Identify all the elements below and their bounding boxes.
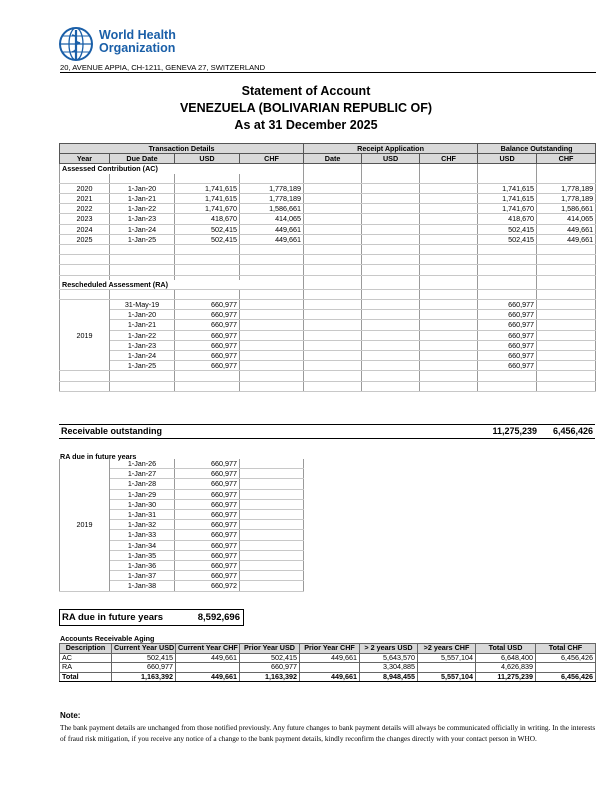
- col-header: Date: [304, 154, 362, 164]
- future-row: [60, 459, 304, 469]
- ac-balance-usd: 1,741,615: [478, 183, 537, 193]
- ra-due-date: 1-Jan-22: [110, 330, 175, 340]
- ac-row: [60, 224, 596, 234]
- ra-due-date: 1-Jan-23: [110, 340, 175, 350]
- aging-cell: [176, 663, 240, 673]
- ra-balance-usd: 660,977: [478, 340, 537, 350]
- ra-chf: [240, 330, 304, 340]
- receivable-outstanding-row: [59, 424, 595, 439]
- future-total-row: [59, 609, 244, 626]
- ac-usd: 1,741,670: [175, 204, 240, 214]
- future-due-date: 1-Jan-27: [110, 469, 175, 479]
- ac-balance-usd: 418,670: [478, 214, 537, 224]
- aging-total-cell: 6,456,426: [536, 672, 596, 682]
- ra-chf: [240, 361, 304, 371]
- col-header: CHF: [537, 154, 596, 164]
- ac-balance-chf: 449,661: [537, 234, 596, 244]
- ac-usd: 1,741,615: [175, 194, 240, 204]
- ac-row: [60, 194, 596, 204]
- ac-due-date: 1-Jan-23: [110, 214, 175, 224]
- aging-col-header: Description: [60, 644, 112, 654]
- aging-col-header: Current Year USD: [112, 644, 176, 654]
- aging-cell: 502,415: [112, 653, 176, 663]
- aging-row: [60, 663, 596, 673]
- ac-balance-chf: 1,778,189: [537, 183, 596, 193]
- future-usd: 660,977: [175, 520, 240, 530]
- statement-date: As at 31 December 2025: [234, 118, 378, 132]
- col-header: USD: [175, 154, 240, 164]
- future-due-date: 1-Jan-35: [110, 550, 175, 560]
- ac-due-date: 1-Jan-21: [110, 194, 175, 204]
- ra-row: [60, 361, 596, 371]
- note-label: Note:: [60, 711, 81, 720]
- ac-row: [60, 183, 596, 193]
- receipt-date: [304, 340, 362, 350]
- receipt-usd: [362, 224, 420, 234]
- receipt-usd: [362, 214, 420, 224]
- future-chf: [240, 520, 304, 530]
- ac-chf: 1,778,189: [240, 194, 304, 204]
- col-header: CHF: [420, 154, 478, 164]
- future-due-date: 1-Jan-31: [110, 510, 175, 520]
- ac-balance-chf: 1,778,189: [537, 194, 596, 204]
- future-due-date: 1-Jan-36: [110, 561, 175, 571]
- future-due-date: 1-Jan-34: [110, 540, 175, 550]
- future-year: 2019: [60, 459, 110, 591]
- ac-year: 2022: [60, 204, 110, 214]
- header-divider: [60, 72, 596, 73]
- aging-col-header: Current Year CHF: [176, 644, 240, 654]
- ra-chf: [240, 350, 304, 360]
- aging-total-cell: 1,163,392: [112, 672, 176, 682]
- col-header: Due Date: [110, 154, 175, 164]
- aging-col-header: Total USD: [476, 644, 536, 654]
- ra-balance-chf: [537, 350, 596, 360]
- aging-cell: 449,661: [176, 653, 240, 663]
- receipt-chf: [420, 340, 478, 350]
- future-usd: 660,977: [175, 479, 240, 489]
- future-chf: [240, 581, 304, 591]
- receipt-usd: [362, 340, 420, 350]
- ac-due-date: 1-Jan-24: [110, 224, 175, 234]
- future-due-date: 1-Jan-30: [110, 499, 175, 509]
- ac-row: [60, 214, 596, 224]
- aging-total-row: [60, 672, 596, 682]
- receipt-date: [304, 299, 362, 309]
- spacer-row: [60, 289, 596, 299]
- receipt-date: [304, 204, 362, 214]
- ac-chf: 449,661: [240, 224, 304, 234]
- future-chf: [240, 489, 304, 499]
- ra-row: [60, 340, 596, 350]
- ra-usd: 660,977: [175, 340, 240, 350]
- ra-due-date: 1-Jan-25: [110, 361, 175, 371]
- receipt-date: [304, 234, 362, 244]
- ra-balance-usd: 660,977: [478, 350, 537, 360]
- aging-cell: RA: [60, 663, 112, 673]
- receipt-date: [304, 183, 362, 193]
- aging-table: [59, 643, 596, 682]
- who-logo: [58, 26, 188, 62]
- ac-year: 2025: [60, 234, 110, 244]
- receipt-chf: [420, 350, 478, 360]
- receipt-date: [304, 310, 362, 320]
- aging-total-cell: 449,661: [176, 672, 240, 682]
- col-header: Year: [60, 154, 110, 164]
- future-chf: [240, 510, 304, 520]
- future-due-date: 1-Jan-28: [110, 479, 175, 489]
- ac-usd: 502,415: [175, 224, 240, 234]
- ra-due-date: 1-Jan-21: [110, 320, 175, 330]
- receipt-usd: [362, 299, 420, 309]
- org-name-line2: Organization: [99, 41, 176, 55]
- column-header-row: [60, 154, 596, 164]
- ra-usd: 660,977: [175, 361, 240, 371]
- receipt-chf: [420, 310, 478, 320]
- ra-balance-chf: [537, 361, 596, 371]
- receipt-chf: [420, 330, 478, 340]
- receipt-date: [304, 194, 362, 204]
- receipt-chf: [420, 204, 478, 214]
- statement-title: Statement of Account: [241, 84, 371, 98]
- aging-row: [60, 653, 596, 663]
- ra-usd: 660,977: [175, 330, 240, 340]
- receipt-chf: [420, 183, 478, 193]
- receipt-chf: [420, 320, 478, 330]
- statement-table: [59, 143, 596, 392]
- receipt-usd: [362, 204, 420, 214]
- spacer-row: [60, 174, 596, 184]
- spacer-row: [60, 265, 596, 275]
- ac-row: [60, 234, 596, 244]
- ra-balance-usd: 660,977: [478, 361, 537, 371]
- ac-usd: 418,670: [175, 214, 240, 224]
- ac-balance-chf: 449,661: [537, 224, 596, 234]
- ac-balance-usd: 1,741,670: [478, 204, 537, 214]
- future-chf: [240, 530, 304, 540]
- ac-due-date: 1-Jan-22: [110, 204, 175, 214]
- ra-row: [60, 320, 596, 330]
- group-header-balance: Balance Outstanding: [478, 144, 596, 154]
- receipt-chf: [420, 194, 478, 204]
- ra-due-date: 31-May-19: [110, 299, 175, 309]
- future-due-date: 1-Jan-33: [110, 530, 175, 540]
- org-name: [99, 29, 176, 55]
- ac-balance-chf: 1,586,661: [537, 204, 596, 214]
- aging-cell: 4,626,839: [476, 663, 536, 673]
- ra-row: [60, 310, 596, 320]
- aging-cell: [418, 663, 476, 673]
- ra-row: [60, 350, 596, 360]
- who-emblem-icon: [58, 26, 94, 62]
- ra-balance-chf: [537, 330, 596, 340]
- receipt-usd: [362, 234, 420, 244]
- ra-usd: 660,977: [175, 299, 240, 309]
- future-usd: 660,972: [175, 581, 240, 591]
- note-text: The bank payment details are unchanged from those notified previously. Any future changes to bank payment details will always be communicated officially in writing. In the interests of fraud risk mitigation, if you receive any notice of a change to the bank payment details, kindly reconfirm the changes directly with your contact person in WHO.: [60, 723, 596, 743]
- receipt-usd: [362, 310, 420, 320]
- ra-due-date: 1-Jan-24: [110, 350, 175, 360]
- ac-usd: 502,415: [175, 234, 240, 244]
- future-due-date: 1-Jan-32: [110, 520, 175, 530]
- group-header-row: [60, 144, 596, 154]
- ra-usd: 660,977: [175, 310, 240, 320]
- col-header: USD: [478, 154, 537, 164]
- future-usd: 660,977: [175, 469, 240, 479]
- receipt-usd: [362, 361, 420, 371]
- section-row-ra: [60, 280, 596, 290]
- ra-usd: 660,977: [175, 350, 240, 360]
- ac-chf: 414,065: [240, 214, 304, 224]
- ac-chf: 449,661: [240, 234, 304, 244]
- receipt-usd: [362, 330, 420, 340]
- receipt-date: [304, 361, 362, 371]
- future-usd: 660,977: [175, 530, 240, 540]
- aging-cell: 660,977: [112, 663, 176, 673]
- future-chf: [240, 469, 304, 479]
- future-chf: [240, 499, 304, 509]
- future-usd: 660,977: [175, 499, 240, 509]
- aging-col-header: > 2 years USD: [360, 644, 418, 654]
- receipt-chf: [420, 361, 478, 371]
- receipt-chf: [420, 224, 478, 234]
- receipt-usd: [362, 320, 420, 330]
- future-chf: [240, 459, 304, 469]
- ra-usd: 660,977: [175, 320, 240, 330]
- spacer-row: [60, 255, 596, 265]
- ra-year: 2019: [60, 299, 110, 370]
- ac-chf: 1,586,661: [240, 204, 304, 214]
- receivable-label: Receivable outstanding: [61, 426, 163, 436]
- future-due-date: 1-Jan-37: [110, 571, 175, 581]
- ra-rows: [60, 299, 596, 370]
- receipt-usd: [362, 183, 420, 193]
- future-usd: 660,977: [175, 540, 240, 550]
- receivable-chf: 6,456,426: [552, 426, 593, 436]
- aging-cell: 6,648,400: [476, 653, 536, 663]
- receipt-date: [304, 214, 362, 224]
- aging-cell: [536, 663, 596, 673]
- ra-balance-usd: 660,977: [478, 320, 537, 330]
- ra-balance-usd: 660,977: [478, 330, 537, 340]
- aging-header-row: [60, 644, 596, 654]
- col-header: CHF: [240, 154, 304, 164]
- aging-cell: 449,661: [300, 653, 360, 663]
- future-usd: 660,977: [175, 510, 240, 520]
- aging-total-cell: 8,948,455: [360, 672, 418, 682]
- ra-balance-usd: 660,977: [478, 310, 537, 320]
- ra-balance-chf: [537, 320, 596, 330]
- ac-rows: [60, 183, 596, 244]
- receipt-chf: [420, 234, 478, 244]
- ra-balance-chf: [537, 310, 596, 320]
- ra-chf: [240, 320, 304, 330]
- ac-chf: 1,778,189: [240, 183, 304, 193]
- group-header-transaction: Transaction Details: [60, 144, 304, 154]
- ra-row: [60, 330, 596, 340]
- ac-balance-usd: 1,741,615: [478, 194, 537, 204]
- aging-col-header: Prior Year CHF: [300, 644, 360, 654]
- ac-year: 2020: [60, 183, 110, 193]
- future-due-date: 1-Jan-26: [110, 459, 175, 469]
- org-address: 20, AVENUE APPIA, CH-1211, GENEVA 27, SWITZERLAND: [60, 63, 266, 72]
- future-chf: [240, 550, 304, 560]
- receipt-date: [304, 350, 362, 360]
- receipt-chf: [420, 214, 478, 224]
- ra-balance-chf: [537, 340, 596, 350]
- aging-cell: 6,456,426: [536, 653, 596, 663]
- receipt-date: [304, 330, 362, 340]
- country-name: VENEZUELA (BOLIVARIAN REPUBLIC OF): [179, 101, 433, 115]
- ac-year: 2021: [60, 194, 110, 204]
- ac-year: 2024: [60, 224, 110, 234]
- future-due-date: 1-Jan-29: [110, 489, 175, 499]
- ra-chf: [240, 340, 304, 350]
- receipt-usd: [362, 350, 420, 360]
- aging-cell: [300, 663, 360, 673]
- aging-total-cell: Total: [60, 672, 112, 682]
- receipt-date: [304, 320, 362, 330]
- ra-chf: [240, 299, 304, 309]
- receivable-usd-value: 11,275,239: [492, 426, 537, 436]
- ac-year: 2023: [60, 214, 110, 224]
- receipt-chf: [420, 299, 478, 309]
- aging-total-cell: 1,163,392: [240, 672, 300, 682]
- aging-col-header: >2 years CHF: [418, 644, 476, 654]
- future-total-label: RA due in future years: [62, 612, 164, 623]
- group-header-receipt: Receipt Application: [304, 144, 478, 154]
- aging-cell: AC: [60, 653, 112, 663]
- spacer-row: [60, 245, 596, 255]
- aging-total-cell: 449,661: [300, 672, 360, 682]
- aging-total-cell: 11,275,239: [476, 672, 536, 682]
- future-table: [59, 459, 304, 592]
- future-chf: [240, 571, 304, 581]
- future-chf: [240, 540, 304, 550]
- future-usd: 660,977: [175, 489, 240, 499]
- ac-balance-usd: 502,415: [478, 224, 537, 234]
- ra-balance-chf: [537, 299, 596, 309]
- ac-row: [60, 204, 596, 214]
- ac-due-date: 1-Jan-25: [110, 234, 175, 244]
- spacer-row: [60, 371, 596, 381]
- future-due-date: 1-Jan-38: [110, 581, 175, 591]
- future-usd: 660,977: [175, 550, 240, 560]
- aging-cell: 5,643,570: [360, 653, 418, 663]
- aging-col-header: Total CHF: [536, 644, 596, 654]
- section-label-ac: Assessed Contribution (AC): [60, 164, 304, 174]
- receipt-usd: [362, 194, 420, 204]
- future-usd: 660,977: [175, 459, 240, 469]
- aging-cell: 5,557,104: [418, 653, 476, 663]
- aging-total-cell: 5,557,104: [418, 672, 476, 682]
- ra-row: [60, 299, 596, 309]
- future-total-usd: 8,592,696: [197, 612, 240, 623]
- ac-due-date: 1-Jan-20: [110, 183, 175, 193]
- col-header: USD: [362, 154, 420, 164]
- future-usd: 660,977: [175, 561, 240, 571]
- ac-balance-chf: 414,065: [537, 214, 596, 224]
- aging-section-label: Accounts Receivable Aging: [60, 634, 155, 643]
- future-chf: [240, 561, 304, 571]
- aging-cell: 660,977: [240, 663, 300, 673]
- aging-col-header: Prior Year USD: [240, 644, 300, 654]
- ac-balance-usd: 502,415: [478, 234, 537, 244]
- section-row-ac: [60, 164, 596, 174]
- ra-chf: [240, 310, 304, 320]
- aging-cell: 3,304,885: [360, 663, 418, 673]
- ac-usd: 1,741,615: [175, 183, 240, 193]
- section-label-ra: Rescheduled Assessment (RA): [60, 280, 304, 290]
- receipt-date: [304, 224, 362, 234]
- spacer-row: [60, 381, 596, 391]
- future-section-label: RA due in future years: [60, 452, 137, 461]
- future-usd: 660,977: [175, 571, 240, 581]
- aging-cell: 502,415: [240, 653, 300, 663]
- future-chf: [240, 479, 304, 489]
- org-name-line1: World Health: [99, 28, 176, 42]
- ra-due-date: 1-Jan-20: [110, 310, 175, 320]
- ra-balance-usd: 660,977: [478, 299, 537, 309]
